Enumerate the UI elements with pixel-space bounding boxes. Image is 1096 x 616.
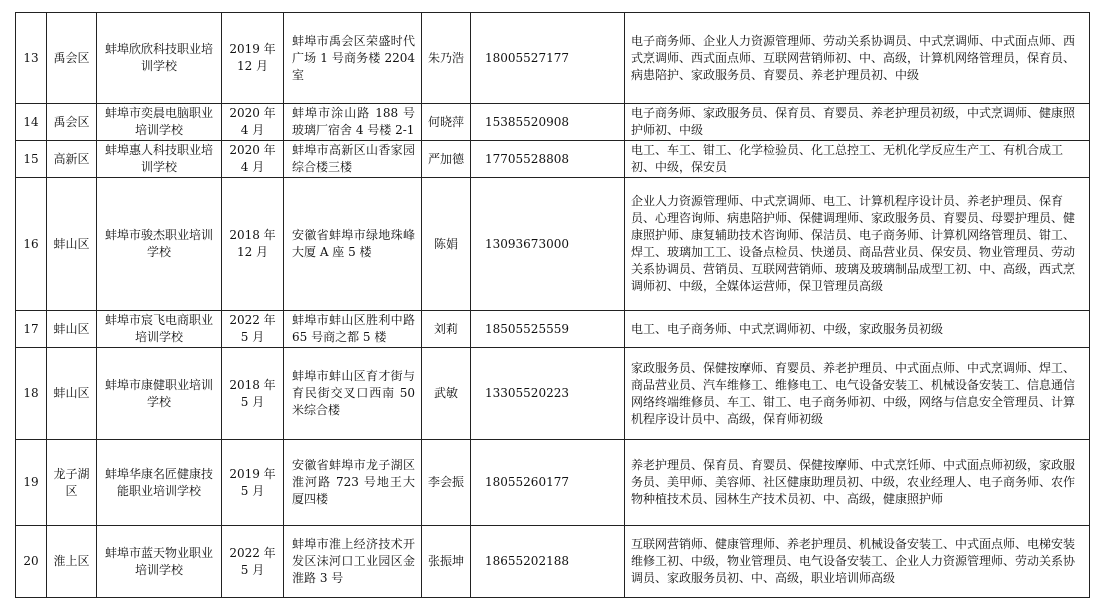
established-date-cell: 2019 年 5 月 [222, 440, 284, 526]
row-number: 14 [16, 104, 47, 141]
school-name-cell: 蚌埠惠人科技职业培训学校 [97, 141, 222, 178]
school-name-cell: 蚌埠市宸飞电商职业培训学校 [97, 311, 222, 348]
address-cell: 蚌埠市涂山路 188 号玻璃厂宿舍 4 号楼 2-1 [284, 104, 422, 141]
contact-person-cell: 张振坤 [422, 526, 471, 598]
occupations-cell: 企业人力资源管理师、中式烹调师、电工、计算机程序设计员、养老护理员、保育员、心理咨询师、病患陪护师、保健调理师、家政服务员、育婴员、母婴护理员、健康照护师、康复辅助技术咨询师、保洁员、电子商务师、计算机网络管理员、钳工、焊工、玻璃加工工、设备点检员、快递员、商品营业员、保安员、物业管理员、劳动关系协调员、营销员、互联网营销师、玻璃及玻璃制品成型工初、中、高级，西式烹调师初、中级，全媒体运营师，保卫管理员高级 [625, 178, 1090, 311]
phone-cell: 13093673000 [471, 178, 625, 311]
address-cell: 蚌埠市蚌山区胜利中路 65 号商之都 5 楼 [284, 311, 422, 348]
region-cell: 禹会区 [47, 13, 97, 104]
table-row [16, 141, 1090, 178]
established-date-cell: 2019 年 12 月 [222, 13, 284, 104]
school-name-cell: 蚌埠市蓝天物业职业培训学校 [97, 526, 222, 598]
row-number: 15 [16, 141, 47, 178]
contact-person-cell: 朱乃浩 [422, 13, 471, 104]
occupations-cell: 电子商务师、企业人力资源管理师、劳动关系协调员、中式烹调师、中式面点师、西式烹调师、西式面点师、互联网营销师初、中、高级，计算机网络管理员，保育员、病患陪护、家政服务员、育婴员、养老护理员初、中级 [625, 13, 1090, 104]
established-date-cell: 2018 年 5 月 [222, 348, 284, 440]
region-cell: 高新区 [47, 141, 97, 178]
contact-person-cell: 何晓萍 [422, 104, 471, 141]
school-name-cell: 蚌埠华康名匠健康技能职业培训学校 [97, 440, 222, 526]
phone-cell: 13305520223 [471, 348, 625, 440]
table-row [16, 348, 1090, 440]
row-number: 17 [16, 311, 47, 348]
school-name-cell: 蚌埠市骏杰职业培训学校 [97, 178, 222, 311]
contact-person-cell: 武敏 [422, 348, 471, 440]
table-row [16, 311, 1090, 348]
established-date-cell: 2020 年 4 月 [222, 141, 284, 178]
address-cell: 蚌埠市淮上经济技术开发区沫河口工业园区金淮路 3 号 [284, 526, 422, 598]
region-cell: 蚌山区 [47, 348, 97, 440]
table-row [16, 13, 1090, 104]
table-row [16, 440, 1090, 526]
row-number: 20 [16, 526, 47, 598]
school-name-cell: 蚌埠市康健职业培训学校 [97, 348, 222, 440]
training-school-table [15, 12, 1090, 598]
phone-cell: 18055260177 [471, 440, 625, 526]
region-cell: 龙子湖区 [47, 440, 97, 526]
established-date-cell: 2022 年 5 月 [222, 526, 284, 598]
row-number: 18 [16, 348, 47, 440]
phone-cell: 17705528808 [471, 141, 625, 178]
contact-person-cell: 刘莉 [422, 311, 471, 348]
contact-person-cell: 严加德 [422, 141, 471, 178]
contact-person-cell: 陈娟 [422, 178, 471, 311]
phone-cell: 18505525559 [471, 311, 625, 348]
school-name-cell: 蚌埠市奕晨电脑职业培训学校 [97, 104, 222, 141]
occupations-cell: 电工、车工、钳工、化学检验员、化工总控工、无机化学反应生产工、有机合成工初、中级，保安员 [625, 141, 1090, 178]
row-number: 16 [16, 178, 47, 311]
established-date-cell: 2018 年 12 月 [222, 178, 284, 311]
phone-cell: 15385520908 [471, 104, 625, 141]
row-number: 13 [16, 13, 47, 104]
contact-person-cell: 李会振 [422, 440, 471, 526]
phone-cell: 18005527177 [471, 13, 625, 104]
occupations-cell: 互联网营销师、健康管理师、养老护理员、机械设备安装工、中式面点师、电梯安装维修工初、中级，物业管理员、电气设备安装工、企业人力资源管理师、劳动关系协调员、家政服务员初、中、高级，职业培训师高级 [625, 526, 1090, 598]
table-row [16, 104, 1090, 141]
region-cell: 禹会区 [47, 104, 97, 141]
table-row [16, 526, 1090, 598]
region-cell: 蚌山区 [47, 178, 97, 311]
region-cell: 蚌山区 [47, 311, 97, 348]
address-cell: 安徽省蚌埠市绿地珠峰大厦 A 座 5 楼 [284, 178, 422, 311]
occupations-cell: 电工、电子商务师、中式烹调师初、中级，家政服务员初级 [625, 311, 1090, 348]
table-row [16, 178, 1090, 311]
address-cell: 安徽省蚌埠市龙子湖区淮河路 723 号地王大厦四楼 [284, 440, 422, 526]
established-date-cell: 2022 年 5 月 [222, 311, 284, 348]
row-number: 19 [16, 440, 47, 526]
occupations-cell: 家政服务员、保健按摩师、育婴员、养老护理员、中式面点师、中式烹调师、焊工、商品营业员、汽车维修工、维修电工、电气设备安装工、机械设备安装工、信息通信网络终端维修员、车工、钳工、电子商务师初、中级，网络与信息安全管理员、计算机程序设计员中、高级，保育师初级 [625, 348, 1090, 440]
occupations-cell: 养老护理员、保育员、育婴员、保健按摩师、中式烹饪师、中式面点师初级，家政服务员、美甲师、美容师、社区健康助理员初、中级，农业经理人、电子商务师、农作物种植技术员、园林生产技术员初、中、高级，健康照护师 [625, 440, 1090, 526]
address-cell: 蚌埠市禹会区荣盛时代广场 1 号商务楼 2204 室 [284, 13, 422, 104]
occupations-cell: 电子商务师、家政服务员、保育员、育婴员、养老护理员初级，中式烹调师、健康照护师初、中级 [625, 104, 1090, 141]
address-cell: 蚌埠市高新区山香家园综合楼三楼 [284, 141, 422, 178]
address-cell: 蚌埠市蚌山区育才街与育民街交叉口西南 50 米综合楼 [284, 348, 422, 440]
school-name-cell: 蚌埠欣欣科技职业培训学校 [97, 13, 222, 104]
phone-cell: 18655202188 [471, 526, 625, 598]
region-cell: 淮上区 [47, 526, 97, 598]
established-date-cell: 2020 年 4 月 [222, 104, 284, 141]
